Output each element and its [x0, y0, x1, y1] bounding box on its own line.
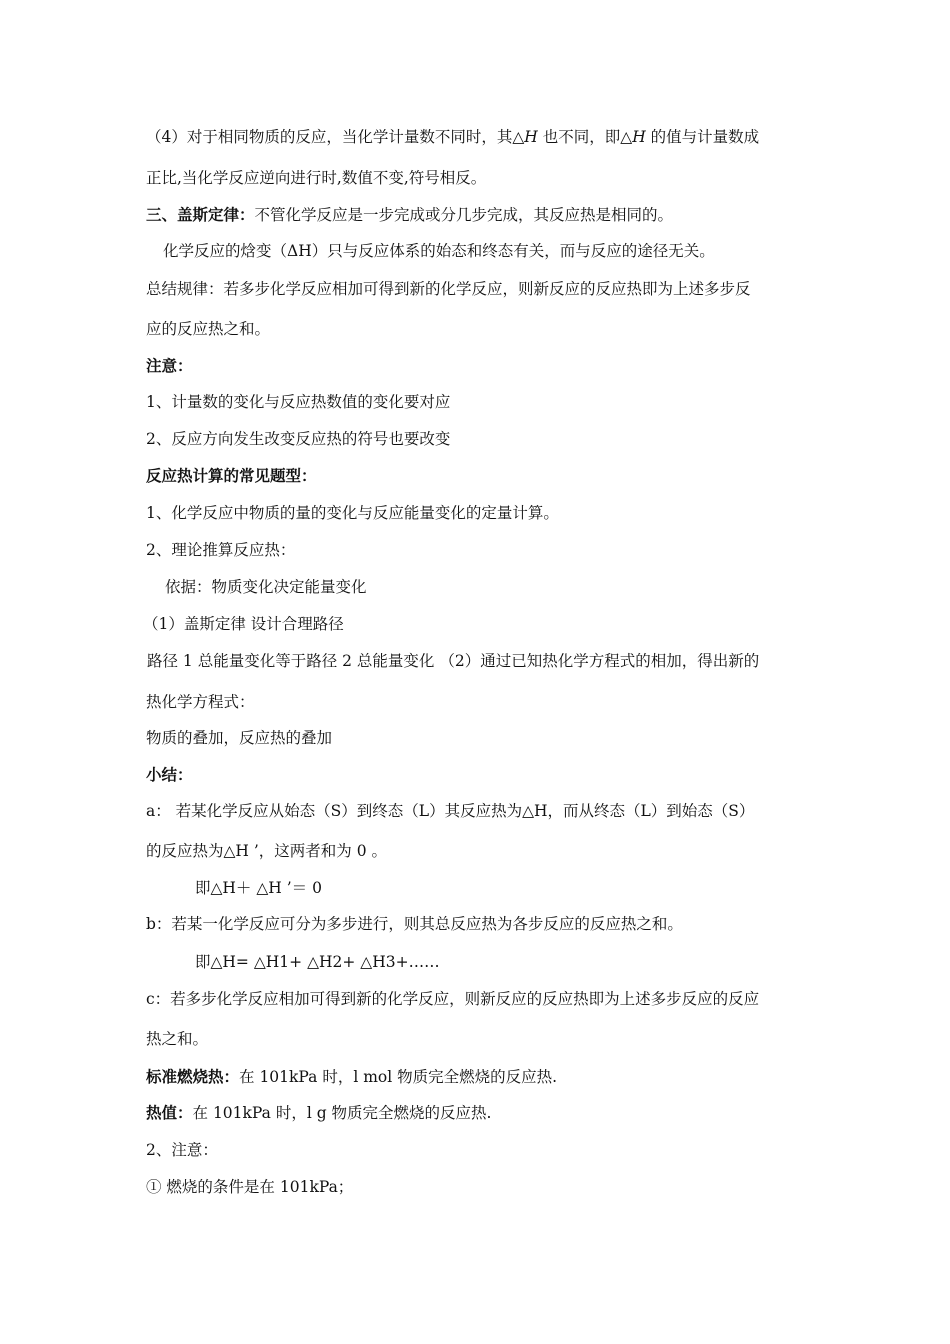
paragraph-4-line1: （4）对于相同物质的反应，当化学计量数不同时，其△H 也不同，即△H 的值与计量数成	[146, 128, 760, 146]
rule-line1: 总结规律：若多步化学反应相加可得到新的化学反应，则新反应的反应热即为上述多步反	[146, 280, 751, 298]
paragraph-4-line2: 正比,当化学反应逆向进行时,数值不变,符号相反。	[146, 169, 487, 187]
note2-heading: 2、注意：	[146, 1141, 218, 1159]
summary-heading: 小结：	[146, 765, 193, 784]
calc-item-1: 1、化学反应中物质的量的变化与反应能量变化的定量计算。	[146, 504, 559, 522]
condition-1: ① 燃烧的条件是在 101kPa；	[146, 1178, 354, 1196]
calc-item-2: 2、理论推算反应热：	[146, 541, 296, 559]
hess-law-line: 三、盖斯定律：不管化学反应是一步完成或分几步完成，其反应热是相同的。	[146, 205, 674, 224]
summary-b-equation: 即△H= △H1+ △H2+ △H3+……	[195, 953, 440, 971]
note-item-1: 1、计量数的变化与反应热数值的变化要对应	[146, 393, 451, 411]
combustion-line: 标准燃烧热：在 101kPa 时，l mol 物质完全燃烧的反应热.	[146, 1067, 558, 1086]
calc-heading: 反应热计算的常见题型：	[146, 466, 317, 485]
heat-value-heading: 热值：	[146, 1103, 193, 1122]
summary-a-line1: a： 若某化学反应从始态（S）到终态（L）其反应热为△H，而从终态（L）到始态（S）	[146, 802, 755, 820]
enthalpy-line: 化学反应的焓变（ΔH）只与反应体系的始态和终态有关，而与反应的途径无关。	[163, 242, 715, 260]
summary-c-line2: 热之和。	[146, 1030, 209, 1048]
summary-c-line1: c：若多步化学反应相加可得到新的化学反应，则新反应的反应热即为上述多步反应的反应	[146, 990, 760, 1008]
heat-value-line: 热值：在 101kPa 时，l g 物质完全燃烧的反应热.	[146, 1103, 492, 1122]
path-line-2: 热化学方程式：	[146, 693, 255, 711]
stack-line: 物质的叠加，反应热的叠加	[146, 729, 333, 747]
rule-line2: 应的反应热之和。	[146, 320, 271, 338]
basis-line: 依据：物质变化决定能量变化	[165, 578, 367, 596]
summary-b-line: b：若某一化学反应可分为多步进行，则其总反应热为各步反应的反应热之和。	[146, 915, 683, 933]
path-heading: （1）盖斯定律 设计合理路径	[143, 615, 344, 633]
hess-law-heading: 三、盖斯定律：	[146, 205, 255, 224]
path-line: 路径 1 总能量变化等于路径 2 总能量变化 （2）通过已知热化学方程式的相加，得出新的	[147, 652, 760, 670]
note-heading: 注意：	[146, 356, 193, 375]
note-item-2: 2、反应方向发生改变反应热的符号也要改变	[146, 430, 451, 448]
summary-a-line2: 的反应热为△H ’，这两者和为 0 。	[146, 842, 388, 860]
summary-a-equation: 即△H＋ △H ’＝ 0	[195, 879, 322, 897]
combustion-heading: 标准燃烧热：	[146, 1067, 240, 1086]
